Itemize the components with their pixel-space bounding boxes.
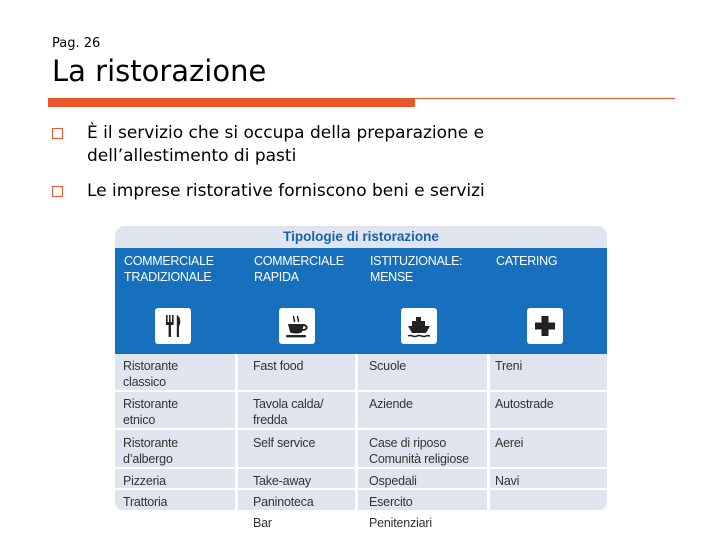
row-divider — [115, 467, 607, 469]
table-cell: Ristorante d’albergo — [123, 436, 178, 466]
table-cell: Penitenziari — [369, 516, 432, 530]
slide-title: La ristorazione — [52, 54, 267, 88]
square-bullet-icon — [52, 128, 63, 139]
row-divider — [115, 428, 607, 430]
table-cell: Case di riposo Comunità religiose — [369, 436, 469, 466]
column-header — [487, 248, 607, 354]
catering-types-table — [115, 226, 607, 530]
bullet-text: È il servizio che si occupa della preparazione e dell’allestimento di pasti — [87, 123, 485, 166]
table-cell: Aerei — [495, 436, 524, 450]
table-cell: Take-away — [253, 474, 311, 488]
row-divider — [115, 390, 607, 392]
table-cell: Ristorante classico — [123, 359, 178, 389]
bullet-text: Le imprese ristorative forniscono beni e servizi — [87, 181, 485, 201]
coffee-cup-icon — [279, 308, 315, 344]
table-title: Tipologie di ristorazione — [283, 229, 439, 244]
bullet-item — [52, 180, 607, 203]
bullet-item — [52, 122, 607, 168]
page-number: Pag. 26 — [52, 36, 101, 51]
column-header-label: ISTITUZIONALE: MENSE — [370, 254, 463, 284]
column-header-label: COMMERCIALE RAPIDA — [254, 254, 344, 284]
fork-knife-icon — [155, 308, 191, 344]
table-cell: Autostrade — [495, 397, 554, 411]
table-cell: Paninoteca — [253, 495, 314, 509]
table-header — [115, 248, 607, 354]
table-body — [115, 354, 607, 530]
column-divider — [235, 354, 238, 511]
table-cell: Navi — [495, 474, 520, 488]
row-divider — [115, 510, 607, 512]
column-header-label: CATERING — [496, 254, 558, 268]
table-cell: Bar — [253, 516, 272, 530]
medical-cross-icon — [527, 308, 563, 344]
table-cell: Self service — [253, 436, 316, 450]
table-cell: Ristorante etnico — [123, 397, 178, 427]
table-cell: Tavola calda/ fredda — [253, 397, 324, 427]
column-header — [245, 248, 361, 354]
table-cell: Aziende — [369, 397, 413, 411]
column-divider — [355, 354, 358, 511]
table-cell: Trattoria — [123, 495, 168, 509]
table-cell: Scuole — [369, 359, 407, 373]
table-cell: Pizzeria — [123, 474, 166, 488]
column-header — [115, 248, 245, 354]
square-bullet-icon — [52, 186, 63, 197]
table-cell: Treni — [495, 359, 523, 373]
table-cell: Ospedali — [369, 474, 417, 488]
column-header-label: COMMERCIALE TRADIZIONALE — [124, 254, 214, 284]
title-divider-thick — [48, 99, 415, 107]
ship-icon — [401, 308, 437, 344]
table-cell: Esercito — [369, 495, 413, 509]
column-header — [361, 248, 487, 354]
table-cell: Fast food — [253, 359, 304, 373]
